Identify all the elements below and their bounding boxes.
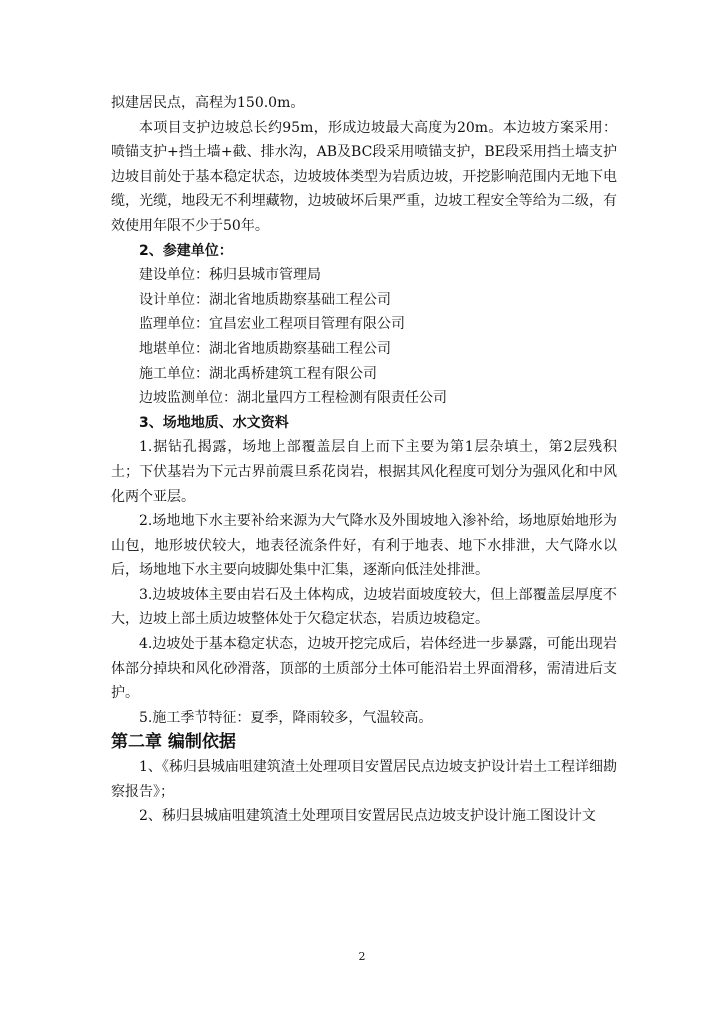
geology-item-5: 5.施工季节特征：夏季，降雨较多，气温较高。 [139, 709, 433, 726]
basis-item-1: 1、《秭归县城庙咀建筑渣土处理项目安置居民点边坡支护设计岩土工程详细勘察报告》； [111, 759, 617, 800]
geology-item-3: 3.边坡坡体主要由岩石及土体构成，边坡岩面坡度较大，但上部覆盖层厚度不大，边坡上部土质边坡整体处于欠稳定状态，岩质边坡稳定。 [111, 586, 617, 628]
paragraph-elevation: 拟建居民点，高程为150.0m。 [111, 95, 305, 111]
section-heading-geology: 3、场地地质、水文资料 [139, 414, 289, 431]
unit-contractor: 施工单位：湖北禹桥建筑工程有限公司 [139, 365, 377, 382]
chapter-title: 第二章 编制依据 [111, 732, 236, 753]
section-heading-participants: 2、参建单位： [139, 242, 233, 259]
unit-design: 设计单位：湖北省地质勘察基础工程公司 [139, 291, 391, 308]
page-number: 2 [358, 950, 366, 963]
geology-item-1: 1.据钻孔揭露，场地上部覆盖层自上而下主要为第1层杂填土，第2层残积土；下伏基岩为下元古界前震旦系花岗岩，根据其风化程度可划分为强风化和中风化两个亚层。 [111, 439, 617, 505]
geology-item-2: 2.场地地下水主要补给来源为大气降水及外围坡地入渗补给，场地原始地形为山包，地形坡伏较大，地表径流条件好，有利于地表、地下水排泄，大气降水以后，场地地下水主要向坡脚处集中汇集，逐渐向低洼处排泄。 [111, 513, 617, 579]
geology-item-4: 4.边坡处于基本稳定状态，边坡开挖完成后，岩体经进一步暴露，可能出现岩体部分掉块和风化砂滑落，顶部的土质部分土体可能沿岩土界面滑移，需清进后支护。 [111, 636, 617, 702]
paragraph-project-overview: 本项目支护边坡总长约95m，形成边坡最大高度为20m。本边坡方案采用：喷锚支护+挡土墙+截、排水沟，AB及BC段采用喷锚支护，BE段采用挡土墙支护边坡目前处于基本稳定状态，边坡坡体类型为岩质边坡，开挖影响范围内无地下电缆，光缆，地段无不利埋藏物，边坡破坏后果严重，边坡工程安全等给为二级，有效使用年限不少于50年。 [111, 119, 617, 234]
basis-item-2: 2、秭归县城庙咀建筑渣土处理项目安置居民点边坡支护设计施工图设计文 [139, 808, 596, 825]
unit-construction: 建设单位：秭归县城市管理局 [139, 267, 321, 284]
unit-survey: 地堪单位：湖北省地质勘察基础工程公司 [139, 340, 391, 357]
unit-supervision: 监理单位：宜昌宏业工程项目管理有限公司 [139, 316, 405, 333]
unit-monitoring: 边坡监测单位：湖北量四方工程检测有限责任公司 [139, 390, 447, 407]
document-body [111, 91, 617, 829]
